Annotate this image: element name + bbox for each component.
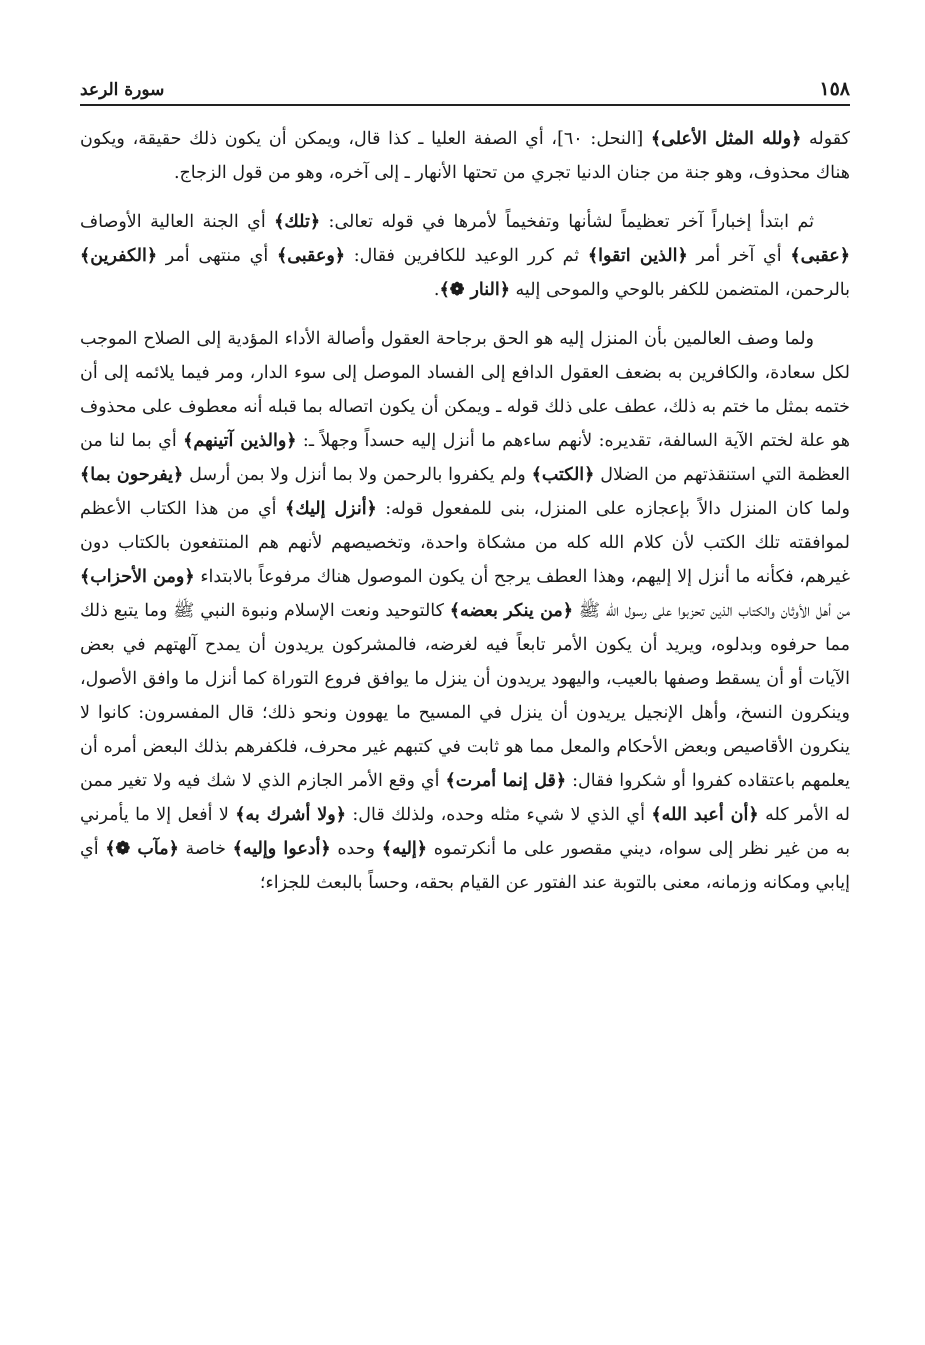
body-text: أي الذي لا شيء مثله وحده، ولذلك قال: [345, 805, 652, 825]
body-text: من أهل الأوثان والكتاب الذين تحزبوا على رسول الله ﷺ [573, 601, 850, 621]
body-text: ولم يكفروا بالرحمن ولا بما أنزل ولا بمن أرسل [183, 465, 532, 485]
quran-quote: ﴿تلك﴾ [274, 212, 321, 232]
body-text: أي وقع الأمر الجازم الذي لا شك فيه ولا تغير ممن له الأمر كله [80, 771, 851, 825]
quran-quote: ﴿إليه﴾ [381, 839, 428, 859]
quran-quote: ﴿الكتب﴾ [531, 465, 595, 485]
quran-quote: ﴿أدعوا وإليه﴾ [232, 839, 331, 859]
quran-quote: ﴿أن أعبد الله﴾ [651, 805, 759, 825]
page-number: ١٥٨ [819, 78, 850, 100]
body-text: خاصة [178, 839, 233, 859]
quran-quote: ﴿ولله المثل الأعلى﴾ [650, 129, 802, 149]
body-text: أي منتهى أمر [157, 246, 277, 266]
quran-quote: ﴿ولا أشرك به﴾ [235, 805, 346, 825]
body-text: ثم ابتدأ إخباراً آخر تعظيماً لشأنها وتفخيماً لأمرها في قوله تعالى: [320, 212, 814, 232]
body-text: ثم كرر الوعيد للكافرين فقال: [345, 246, 588, 266]
body-text: وحده [330, 839, 382, 859]
body-text: أي من هذا الكتاب الأعظم لموافقته تلك الكتب لأن كلام الله كله من مشكاة واحدة، وتخصيصهم لأنهم هم المنتفعون بالكتاب دون غيرهم، فكأنه ما أنزل إلا إليهم، وهذا العطف يرجح أن يكون الموصول هناك مرفوعاً بالابتداء [80, 499, 850, 587]
quran-quote: ﴿مآب ❁﴾ [105, 839, 179, 859]
quran-quote: ﴿أنزل إليك﴾ [285, 499, 377, 519]
body-text: كالتوحيد ونعت الإسلام ونبوة النبي ﷺ وما يتبع ذلك مما حرفوه وبدلوه، ويريد أن يكون الأمر تابعاً فيه لغرضه، فالمشركون يريدون أن يمدح آلهتهم في بعض الآيات أو أن يسقط وصفها بالعيب، واليهود يريدون أن ينزل ما يوافق فروع التوراة كما أنزل ما وافق الأصول، وينكرون النسخ، وأهل الإنجيل يريدون أن ينزل في المسيح ما يهوون ونحو ذلك؛ قال المفسرون: كانوا لا ينكرون الأقاصيص وبعض الأحكام والمعل مما هو ثابت في كتبهم غير محرف، فلكفرهم بذلك البعض أمره أن يعلمهم باعتقاده كفروا أو شكروا فقال: [80, 601, 850, 791]
quran-quote: ﴿من ينكر بعضه﴾ [449, 601, 574, 621]
quran-quote: ﴿قل إنما أمرت﴾ [445, 771, 567, 791]
quran-quote: ﴿يفرحون بما﴾ [80, 465, 184, 485]
body-text: [النحل: ٦٠]، أي الصفة العليا ـ كذا قال، ويمكن أن يكون ذلك حقيقة، ويكون هناك محذوف، وهو جنة من جنان الدنيا تجري من تحتها الأنهار ـ إلى آخره، وهو من قول الزجاج. [80, 129, 850, 183]
paragraph-3 [80, 322, 850, 900]
quran-quote: ﴿والذين آتينهم﴾ [183, 431, 297, 451]
quran-quote: ﴿الذين اتقوا﴾ [587, 246, 688, 266]
body-text: كقوله [801, 129, 850, 149]
paragraph-1 [80, 122, 850, 190]
page-body [80, 122, 850, 915]
quran-quote: ﴿وعقبى﴾ [276, 246, 346, 266]
body-text: ولما وصف العالمين بأن المنزل إليه هو الحق برجاحة العقول وأصالة الأداء المؤدية إلى الصلاح الموجب لكل سعادة، والكافرين به بضعف العقول الدافع إلى الفساد الموصل إلى سوء الدار، ومر فيما يلائمه إلى أن ختمه بمثل ما ختم به ذلك، عطف على ذلك قوله ـ ويمكن أن يكون اتصاله بما قبله أنه معطوف على محذوف هو علة لختم الآية السالفة، تقديره: لأنهم ساءهم ما أنزل إليه حسداً وجهلاً ـ: [80, 329, 850, 451]
body-text: . [433, 280, 440, 300]
page-header [80, 74, 850, 106]
body-text: أي الجنة العالية الأوصاف [80, 212, 275, 232]
body-text: أي آخر أمر [687, 246, 791, 266]
body-text: لا أفعل إلا ما يأمرني به من غير نظر إلى سواه، ديني مقصور على ما أنكرتموه [80, 805, 850, 859]
quran-quote: ﴿ومن الأحزاب﴾ [80, 567, 195, 587]
body-text: ولما كان المنزل دالاً بإعجازه على المنزل، بنى للمفعول قوله: [376, 499, 850, 519]
quran-quote: ﴿الكفرين﴾ [80, 246, 158, 266]
quran-quote: ﴿النار ❁﴾ [439, 280, 510, 300]
body-text: بالرحمن، المتضمن للكفر بالوحي والموحى إليه [509, 280, 850, 300]
body-text: أي بما لنا من العظمة التي استنقذتهم من الضلال [80, 431, 851, 485]
quran-quote: ﴿عقبى﴾ [790, 246, 850, 266]
body-text: أي إيابي ومكانه وزمانه، معنى بالتوبة عند الفتور عن القيام بحقه، وحساً بالبعث للجزاء؛ [80, 839, 850, 893]
paragraph-2 [80, 205, 850, 307]
surah-title: سورة الرعد [80, 80, 165, 100]
